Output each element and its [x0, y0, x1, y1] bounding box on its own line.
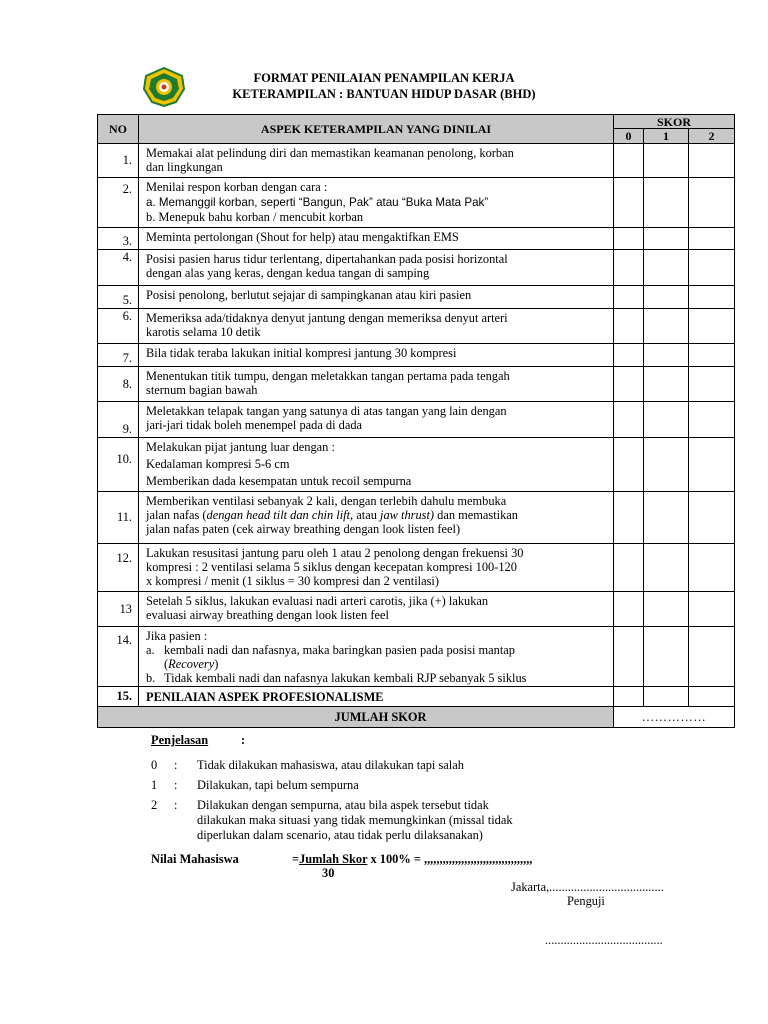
table-row [98, 367, 735, 402]
score-cell-0[interactable] [614, 592, 644, 627]
signature-line[interactable]: ...................................... [545, 933, 663, 947]
aspect-line: jalan nafas paten (cek airway breathing dengan look listen feel) [146, 522, 461, 536]
total-value[interactable]: …………… [614, 707, 735, 728]
aspect-line: evaluasi airway breathing dengan look listen feel [146, 608, 389, 622]
score-cell-1[interactable] [644, 592, 689, 627]
table-row [98, 228, 735, 250]
score-cell-2[interactable] [689, 309, 735, 344]
aspect-text [139, 627, 614, 687]
aspect-line: Meminta pertolongan (Shout for help) atau mengaktifkan EMS [146, 230, 459, 244]
score-cell-2[interactable] [689, 438, 735, 492]
explanation-colon: : [241, 733, 246, 747]
score-cell-1[interactable] [644, 492, 689, 544]
aspect-text [139, 250, 614, 286]
aspect-line: Memeriksa ada/tidaknya denyut jantung dengan memeriksa denyut arteri [146, 311, 508, 325]
aspect-line: karotis selama 10 detik [146, 325, 261, 339]
score-cell-1[interactable] [644, 438, 689, 492]
row-number: 6. [98, 309, 139, 344]
score-cell-0[interactable] [614, 544, 644, 592]
legend-colon: : [174, 798, 178, 812]
legend-colon: : [174, 758, 178, 772]
score-cell-1[interactable] [644, 367, 689, 402]
legend-code: 1 [151, 778, 158, 792]
assessment-table [97, 114, 735, 728]
table-row [98, 144, 735, 178]
score-cell-1[interactable] [644, 144, 689, 178]
aspect-text [139, 592, 614, 627]
score-cell-0[interactable] [614, 627, 644, 687]
score-denominator: 30 [322, 866, 335, 880]
score-cell-2[interactable] [689, 344, 735, 367]
score-cell-0[interactable] [614, 687, 644, 707]
score-cell-0[interactable] [614, 438, 644, 492]
score-formula: =Jumlah Skor x 100% = ,,,,,,,,,,,,,,,,,,,,,,,,,,,,,,,,,,, [292, 852, 533, 866]
score-cell-0[interactable] [614, 286, 644, 309]
row-number: 3. [98, 228, 139, 250]
aspect-line: a. Memanggil korban, seperti “Bangun, Pak” atau “Buka Mata Pak” [146, 196, 489, 209]
score-cell-1[interactable] [644, 344, 689, 367]
skor-header-1: 1 [644, 129, 689, 144]
table-row [98, 438, 735, 492]
score-cell-2[interactable] [689, 250, 735, 286]
table-row [98, 250, 735, 286]
form-title-line2: KETERAMPILAN : BANTUAN HIDUP DASAR (BHD) [232, 87, 536, 101]
score-cell-2[interactable] [689, 178, 735, 228]
aspect-line: jari-jari tidak boleh menempel pada di dada [146, 418, 363, 432]
aspect-line: Menilai respon korban dengan cara : [146, 180, 328, 194]
score-cell-1[interactable] [644, 627, 689, 687]
form-title-line1: FORMAT PENILAIAN PENAMPILAN KERJA [253, 71, 515, 85]
score-cell-1[interactable] [644, 286, 689, 309]
aspect-text [139, 228, 614, 250]
aspect-line: x kompresi / menit (1 siklus = 30 kompresi dan 2 ventilasi) [146, 574, 439, 588]
aspect-line: Meletakkan telapak tangan yang satunya di atas tangan yang lain dengan [146, 404, 507, 418]
aspect-line: Memberikan dada kesempatan untuk recoil sempurna [146, 474, 412, 488]
row-number: 11. [98, 492, 139, 544]
table-row [98, 309, 735, 344]
score-cell-0[interactable] [614, 492, 644, 544]
score-cell-0[interactable] [614, 344, 644, 367]
aspect-line: Melakukan pijat jantung luar dengan : [146, 440, 335, 454]
legend-colon: : [174, 778, 178, 792]
row-number: 15. [98, 687, 139, 707]
aspect-line: Memakai alat pelindung diri dan memastikan keamanan penolong, korban [146, 146, 514, 160]
total-label: JUMLAH SKOR [98, 707, 614, 728]
aspect-line: dengan alas yang keras, dengan kedua tangan di samping [146, 266, 430, 280]
aspect-line: Memberikan ventilasi sebanyak 2 kali, dengan terlebih dahulu membuka [146, 494, 507, 508]
aspect-text [139, 402, 614, 438]
aspect-line: Bila tidak teraba lakukan initial kompresi jantung 30 kompresi [146, 346, 457, 360]
score-cell-2[interactable] [689, 367, 735, 402]
score-cell-1[interactable] [644, 250, 689, 286]
aspect-line: Menentukan titik tumpu, dengan meletakkan tangan pertama pada tengah [146, 369, 510, 383]
aspect-line: (Recovery) [164, 657, 219, 671]
table-row [98, 286, 735, 309]
examiner-label: Penguji [567, 894, 605, 908]
score-cell-2[interactable] [689, 687, 735, 707]
aspect-line: sternum bagian bawah [146, 383, 258, 397]
aspect-line: kompresi : 2 ventilasi selama 5 siklus dengan kecepatan kompresi 100-120 [146, 560, 517, 574]
aspect-line: b. Tidak kembali nadi dan nafasnya lakukan kembali RJP sebanyak 5 siklus [146, 671, 527, 685]
skor-header-2: 2 [689, 129, 735, 144]
score-cell-1[interactable] [644, 544, 689, 592]
score-cell-0[interactable] [614, 309, 644, 344]
legend-text: Dilakukan dengan sempurna, atau bila aspek tersebut tidak dilakukan maka situasi yang tidak memungkinkan (missal tidak diperlukan dalam scenario, atau tidak perlu dilaksanakan) [197, 798, 513, 842]
row-number: 9. [98, 402, 139, 438]
aspect-text [139, 367, 614, 402]
aspect-line: Jika pasien : [146, 629, 208, 643]
score-cell-1[interactable] [644, 402, 689, 438]
aspect-text [139, 144, 614, 178]
aspect-text [139, 438, 614, 492]
score-cell-0[interactable] [614, 228, 644, 250]
row-number: 8. [98, 367, 139, 402]
score-cell-2[interactable] [689, 228, 735, 250]
score-cell-2[interactable] [689, 544, 735, 592]
row-number: 5. [98, 286, 139, 309]
signature-place-date[interactable]: Jakarta,..................................... [511, 880, 664, 894]
row-number: 1. [98, 144, 139, 178]
table-row [98, 544, 735, 592]
row-number: 4. [98, 250, 139, 286]
score-cell-1[interactable] [644, 687, 689, 707]
row-number: 7. [98, 344, 139, 367]
aspect-line: Lakukan resusitasi jantung paru oleh 1 atau 2 penolong dengan frekuensi 30 [146, 546, 524, 560]
score-cell-0[interactable] [614, 178, 644, 228]
col-header-skor: SKOR [614, 115, 735, 129]
score-cell-0[interactable] [614, 250, 644, 286]
score-cell-2[interactable] [689, 144, 735, 178]
score-cell-0[interactable] [614, 402, 644, 438]
explanation-heading: Penjelasan [151, 733, 209, 747]
col-header-aspect: ASPEK KETERAMPILAN YANG DINILAI [139, 115, 614, 144]
table-row [98, 344, 735, 367]
score-cell-2[interactable] [689, 592, 735, 627]
aspect-line: Posisi pasien harus tidur terlentang, dipertahankan pada posisi horizontal [146, 252, 508, 266]
table-row [98, 592, 735, 627]
score-cell-1[interactable] [644, 228, 689, 250]
row-number: 10. [98, 438, 139, 492]
aspect-text [139, 544, 614, 592]
score-cell-2[interactable] [689, 492, 735, 544]
score-cell-2[interactable] [689, 402, 735, 438]
table-row [98, 687, 735, 707]
table-row [98, 402, 735, 438]
score-cell-1[interactable] [644, 309, 689, 344]
aspect-line: Setelah 5 siklus, lakukan evaluasi nadi arteri carotis, jika (+) lakukan [146, 594, 489, 608]
row-number: 2. [98, 178, 139, 228]
row-number: 12. [98, 544, 139, 592]
row-number: 13 [98, 592, 139, 627]
aspect-text: PENILAIAN ASPEK PROFESIONALISME [139, 687, 614, 707]
aspect-text [139, 309, 614, 344]
legend-code: 2 [151, 798, 158, 812]
row-number: 14. [98, 627, 139, 687]
aspect-text [139, 178, 614, 228]
aspect-line: dan lingkungan [146, 160, 223, 174]
aspect-text [139, 492, 614, 544]
table-row [98, 492, 735, 544]
table-row [98, 627, 735, 687]
legend-code: 0 [151, 758, 158, 772]
score-cell-2[interactable] [689, 627, 735, 687]
total-row [98, 707, 735, 728]
aspect-line: Kedalaman kompresi 5-6 cm [146, 457, 290, 471]
aspect-line: Posisi penolong, berlutut sejajar di sampingkanan atau kiri pasien [146, 288, 472, 302]
aspect-line: jalan nafas (dengan head tilt dan chin lift, atau jaw thrust) dan memastikan [146, 508, 519, 522]
score-cell-1[interactable] [644, 178, 689, 228]
score-label: Nilai Mahasiswa [151, 852, 239, 866]
aspect-line: a. kembali nadi dan nafasnya, maka baringkan pasien pada posisi mantap [146, 643, 515, 657]
skor-header-0: 0 [614, 129, 644, 144]
score-cell-2[interactable] [689, 286, 735, 309]
legend-text: Dilakukan, tapi belum sempurna [197, 778, 359, 792]
score-cell-0[interactable] [614, 367, 644, 402]
legend-text: Tidak dilakukan mahasiswa, atau dilakukan tapi salah [197, 758, 464, 772]
table-row [98, 178, 735, 228]
institution-logo [142, 67, 186, 107]
aspect-text [139, 286, 614, 309]
score-cell-0[interactable] [614, 144, 644, 178]
aspect-text [139, 344, 614, 367]
aspect-line: b. Menepuk bahu korban / mencubit korban [146, 210, 364, 224]
col-header-no: NO [98, 115, 139, 144]
